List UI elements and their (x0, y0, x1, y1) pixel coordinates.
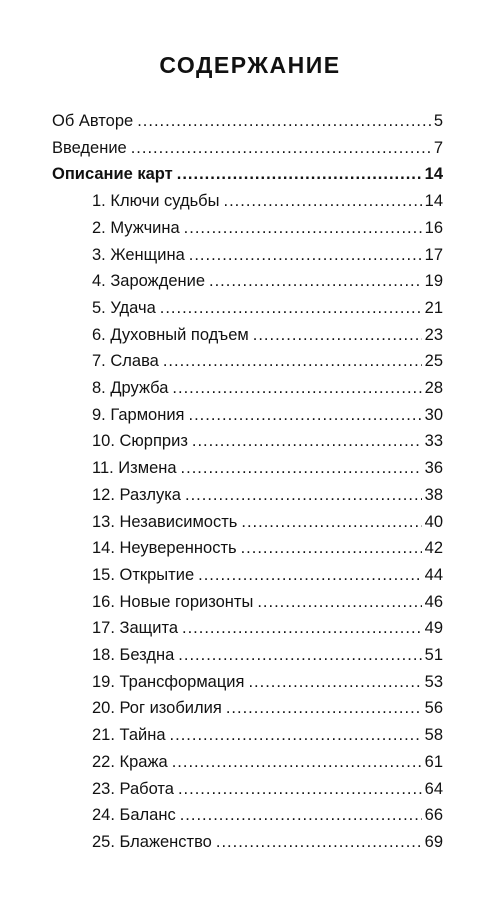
toc-dot-leader (172, 753, 422, 772)
toc-entry (92, 699, 443, 723)
toc-entry-page-number: 49 (424, 619, 443, 638)
toc-entry-label: 13. Независимость (92, 512, 238, 531)
toc-entry-label: 2. Мужчина (92, 218, 180, 237)
toc-dot-leader (180, 806, 422, 825)
toc-entry-page-number: 64 (424, 779, 443, 798)
toc-dot-leader (189, 246, 422, 265)
toc-entry-label: 6. Духовный подъем (92, 325, 249, 344)
toc-entry (92, 299, 443, 323)
toc-dot-leader (177, 165, 422, 184)
toc-entry-label: Описание карт (52, 165, 173, 184)
toc-entry-page-number: 53 (424, 672, 443, 691)
toc-dot-leader (248, 673, 421, 692)
toc-entry-label: 5. Удача (92, 298, 156, 317)
toc-entry-page-number: 33 (424, 432, 443, 451)
toc-entry (92, 352, 443, 376)
toc-entry-label: 14. Неуверенность (92, 539, 237, 558)
toc-entry-page-number: 14 (424, 192, 443, 211)
toc-entry (92, 379, 443, 403)
toc-entry-page-number: 17 (424, 245, 443, 264)
toc-entry-page-number: 14 (424, 165, 443, 184)
toc-entry-page-number: 28 (424, 379, 443, 397)
toc-dot-leader (223, 192, 421, 211)
toc-dot-leader (178, 646, 421, 665)
toc-entry (52, 165, 443, 189)
toc-entry-page-number: 19 (424, 272, 443, 291)
toc-dot-leader (131, 139, 431, 158)
toc-entry-page-number: 56 (424, 699, 443, 718)
toc-entry-page-number: 66 (424, 806, 443, 825)
toc-entry-label: 25. Блаженство (92, 832, 212, 851)
toc-entry-label: 15. Открытие (92, 565, 195, 584)
toc-dot-leader (226, 699, 422, 718)
toc-entry-page-number: 69 (424, 832, 443, 851)
toc-dot-leader (137, 112, 431, 131)
toc-entry (92, 619, 443, 643)
toc-dot-leader (170, 726, 422, 745)
toc-dot-leader (172, 379, 421, 398)
toc-entry (92, 192, 443, 216)
toc-entry (92, 726, 443, 750)
toc-dot-leader (192, 432, 422, 451)
toc-entry (92, 219, 443, 243)
toc-entry-label: 1. Ключи судьбы (92, 192, 220, 211)
toc-entry-page-number: 61 (424, 752, 443, 771)
toc-dot-leader (241, 513, 421, 532)
toc-dot-leader (184, 219, 422, 238)
toc-entry (92, 673, 443, 697)
toc-entry (92, 486, 443, 510)
toc-dot-leader (241, 539, 422, 558)
toc-entry-page-number: 5 (433, 112, 443, 130)
toc-entry-page-number: 42 (424, 539, 443, 558)
toc-entry-label: 20. Рог изобилия (92, 699, 222, 718)
toc-entry-page-number: 58 (424, 726, 443, 745)
toc-entry (92, 833, 443, 857)
toc-entry (92, 593, 443, 617)
toc-entry (92, 326, 443, 350)
toc-entry-label: 24. Баланс (92, 806, 176, 825)
toc-entry (92, 780, 443, 804)
toc-dot-leader (209, 272, 422, 291)
toc-entry-label: 11. Измена (92, 459, 177, 478)
toc-entry-label: 22. Кража (92, 752, 168, 771)
toc-entry-label: 10. Сюрприз (92, 432, 188, 451)
toc-entry (92, 806, 443, 830)
toc-entry-label: 21. Тайна (92, 726, 166, 745)
toc-entry-page-number: 46 (424, 592, 443, 611)
toc-entry-page-number: 21 (424, 298, 443, 317)
toc-dot-leader (181, 459, 422, 478)
toc-entry-page-number: 36 (424, 459, 443, 478)
toc-dot-leader (253, 326, 422, 345)
toc-entry-page-number: 16 (424, 218, 443, 237)
toc-entry-label: 17. Защита (92, 619, 179, 638)
toc-entry-page-number: 40 (424, 512, 443, 531)
toc-dot-leader (163, 352, 422, 371)
toc-entry (92, 646, 443, 670)
toc-entry (52, 139, 443, 163)
toc-entry-label: 4. Зарождение (92, 272, 206, 291)
toc-entry (92, 459, 443, 483)
toc-entry (92, 406, 443, 430)
toc-entry-label: 18. Бездна (92, 646, 175, 664)
toc-entry-page-number: 38 (424, 485, 443, 504)
toc-dot-leader (198, 566, 422, 585)
toc-dot-leader (257, 593, 421, 612)
toc-entry (92, 246, 443, 270)
toc-entry-label: 16. Новые горизонты (92, 592, 254, 611)
toc-entry-label: 19. Трансформация (92, 672, 245, 691)
page-title: СОДЕРЖАНИЕ (159, 52, 341, 78)
toc-dot-leader (178, 780, 422, 799)
toc-entry (92, 566, 443, 590)
toc-entry-page-number: 7 (433, 138, 443, 157)
toc-entry-label: 12. Разлука (92, 485, 181, 504)
toc-entry-label: 23. Работа (92, 779, 174, 798)
toc-entry-label: 9. Гармония (92, 405, 185, 424)
toc-entry-page-number: 51 (424, 646, 443, 664)
toc-entry-page-number: 23 (424, 325, 443, 344)
toc-entry (52, 112, 443, 136)
toc-entry-label: 3. Женщина (92, 245, 185, 264)
toc-dot-leader (182, 619, 422, 638)
toc-entry (92, 753, 443, 777)
toc-entry-page-number: 44 (424, 565, 443, 584)
toc-entry (92, 272, 443, 296)
toc-entry-page-number: 25 (424, 352, 443, 371)
toc-dot-leader (216, 833, 422, 852)
toc-entry-page-number: 30 (424, 405, 443, 424)
toc-entry-label: 8. Дружба (92, 379, 169, 397)
toc-entry (92, 432, 443, 456)
toc-dot-leader (185, 486, 422, 505)
toc-entry (92, 539, 443, 563)
toc-dot-leader (189, 406, 422, 425)
toc-entry-label: Введение (52, 138, 127, 157)
toc-entry-label: 7. Слава (92, 352, 159, 371)
toc-dot-leader (160, 299, 422, 318)
toc-entry (92, 513, 443, 537)
toc-entry-label: Об Авторе (52, 112, 134, 130)
